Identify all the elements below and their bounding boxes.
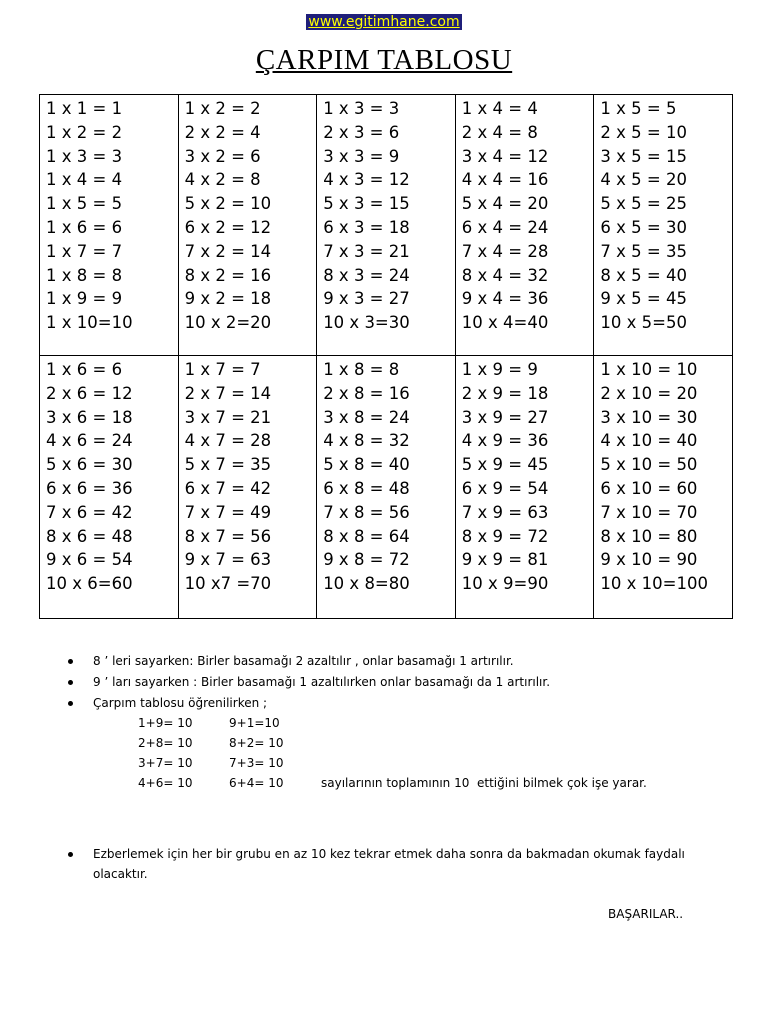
- multiplication-fact: 3 x 10 = 30: [600, 407, 698, 427]
- multiplication-fact: 9 x 6 = 54: [46, 550, 133, 570]
- multiplication-fact: 10 x 9=90: [461, 574, 549, 594]
- multiplication-fact: 4 x 9 = 36: [461, 431, 549, 451]
- multiplication-fact: 8 x 2 = 16: [184, 265, 272, 285]
- multiplication-fact: 6 x 6 = 36: [46, 478, 133, 498]
- multiplication-fact: 8 x 10 = 80: [600, 526, 698, 546]
- multiplication-fact: 6 x 9 = 54: [461, 478, 549, 498]
- table-row: [40, 356, 733, 619]
- multiplication-fact: 2 x 10 = 20: [600, 383, 698, 403]
- table-cell: [178, 356, 317, 619]
- multiplication-fact: 1 x 3 = 3: [323, 99, 400, 118]
- note-tip-learning: Çarpım tablosu öğrenilirken ;: [93, 696, 268, 710]
- multiplication-fact: 10 x 3=30: [323, 313, 410, 333]
- multiplication-fact: 4 x 4 = 16: [461, 170, 549, 190]
- multiplication-fact: 1 x 3 = 3: [46, 146, 123, 166]
- multiplication-fact: 1 x 8 = 8: [323, 360, 400, 379]
- multiplication-fact: 5 x 3 = 15: [323, 194, 410, 214]
- multiplication-fact: 1 x 6 = 6: [46, 217, 123, 237]
- note-memorize-line1: Ezberlemek için her bir grubu en az 10 kez tekrar etmek daha sonra da bakmadan okumak faydalı: [93, 847, 685, 861]
- multiplication-fact: 1 x 9 = 9: [46, 289, 123, 309]
- multiplication-fact: 5 x 5 = 25: [600, 194, 687, 214]
- multiplication-fact: 1 x 4 = 4: [46, 170, 123, 190]
- bullet-icon: [68, 659, 73, 664]
- multiplication-fact: 1 x 7 = 7: [46, 241, 123, 261]
- multiplication-fact: 7 x 7 = 49: [184, 502, 272, 522]
- note-tip-9: 9 ’ ları sayarken : Birler basamağı 1 azaltılırken onlar basamağı da 1 artırılır.: [93, 675, 551, 689]
- multiplication-fact: 3 x 3 = 9: [323, 146, 400, 166]
- multiplication-fact: 3 x 8 = 24: [323, 407, 410, 427]
- note-tip-8: 8 ’ leri sayarken: Birler basamağı 2 azaltılır , onlar basamağı 1 artırılır.: [93, 654, 514, 668]
- multiplication-fact: 3 x 9 = 27: [461, 407, 549, 427]
- pair-left: 4+6= 10: [138, 776, 193, 790]
- multiplication-fact: 6 x 3 = 18: [323, 217, 410, 237]
- multiplication-fact: 7 x 8 = 56: [323, 502, 410, 522]
- multiplication-fact: 4 x 6 = 24: [46, 431, 133, 451]
- multiplication-fact: 9 x 2 = 18: [184, 289, 272, 309]
- multiplication-fact: 2 x 3 = 6: [323, 122, 400, 142]
- multiplication-fact: 8 x 8 = 64: [323, 526, 410, 546]
- multiplication-fact: 8 x 3 = 24: [323, 265, 410, 285]
- multiplication-fact: 8 x 4 = 32: [461, 265, 549, 285]
- multiplication-fact: 1 x 5 = 5: [46, 194, 123, 214]
- multiplication-fact: 9 x 7 = 63: [184, 550, 272, 570]
- multiplication-fact: 4 x 2 = 8: [184, 170, 261, 190]
- multiplication-fact: 8 x 6 = 48: [46, 526, 133, 546]
- multiplication-fact: 2 x 2 = 4: [184, 122, 261, 142]
- multiplication-fact: 7 x 10 = 70: [600, 502, 698, 522]
- multiplication-fact: 1 x 2 = 2: [184, 99, 261, 118]
- multiplication-fact: 5 x 8 = 40: [323, 455, 410, 475]
- bullet-icon: [68, 701, 73, 706]
- multiplication-fact: 2 x 6 = 12: [46, 383, 133, 403]
- pairs-comment: sayılarının toplamının 10 ettiğini bilmek çok işe yarar.: [321, 776, 647, 790]
- multiplication-fact: 2 x 4 = 8: [461, 122, 538, 142]
- multiplication-fact: 2 x 5 = 10: [600, 122, 687, 142]
- multiplication-fact: 3 x 6 = 18: [46, 407, 133, 427]
- multiplication-fact: 4 x 7 = 28: [184, 431, 272, 451]
- multiplication-fact: 7 x 4 = 28: [461, 241, 549, 261]
- multiplication-fact: 7 x 9 = 63: [461, 502, 549, 522]
- multiplication-fact: 4 x 10 = 40: [600, 431, 698, 451]
- table-cell: [178, 95, 317, 356]
- multiplication-fact: 10 x 4=40: [461, 313, 549, 333]
- multiplication-fact: 5 x 6 = 30: [46, 455, 133, 475]
- multiplication-fact: 7 x 6 = 42: [46, 502, 133, 522]
- table-cell: [40, 95, 179, 356]
- multiplication-fact: 1 x 1 = 1: [46, 99, 123, 118]
- multiplication-fact: 7 x 5 = 35: [600, 241, 687, 261]
- table-cell: [594, 95, 733, 356]
- multiplication-fact: 6 x 10 = 60: [600, 478, 698, 498]
- multiplication-fact: 10 x 5=50: [600, 313, 687, 333]
- multiplication-fact: 1 x 9 = 9: [461, 360, 538, 379]
- multiplication-fact: 1 x 10=10: [46, 313, 133, 333]
- multiplication-table: [39, 94, 733, 619]
- multiplication-fact: 10 x7 =70: [184, 574, 272, 594]
- pair-right: 9+1=10: [229, 716, 280, 730]
- table-cell: [317, 95, 456, 356]
- multiplication-fact: 1 x 6 = 6: [46, 360, 123, 379]
- closing-text: BAŞARILAR..: [608, 907, 684, 921]
- pair-left: 2+8= 10: [138, 736, 193, 750]
- multiplication-fact: 2 x 9 = 18: [461, 383, 549, 403]
- multiplication-fact: 10 x 10=100: [600, 574, 708, 594]
- multiplication-fact: 9 x 5 = 45: [600, 289, 687, 309]
- site-link-container: [0, 11, 768, 30]
- multiplication-fact: 2 x 7 = 14: [184, 383, 272, 403]
- multiplication-fact: 7 x 2 = 14: [184, 241, 272, 261]
- multiplication-fact: 3 x 2 = 6: [184, 146, 261, 166]
- multiplication-fact: 10 x 2=20: [184, 313, 272, 333]
- table-cell: [317, 356, 456, 619]
- multiplication-fact: 8 x 5 = 40: [600, 265, 687, 285]
- multiplication-fact: 2 x 8 = 16: [323, 383, 410, 403]
- bullet-icon: [68, 680, 73, 685]
- multiplication-fact: 9 x 8 = 72: [323, 550, 410, 570]
- table-cell: [594, 356, 733, 619]
- multiplication-fact: 8 x 9 = 72: [461, 526, 549, 546]
- multiplication-fact: 10 x 8=80: [323, 574, 410, 594]
- website-link[interactable]: www.egitimhane.com: [308, 14, 460, 30]
- multiplication-fact: 4 x 5 = 20: [600, 170, 687, 190]
- multiplication-fact: 6 x 7 = 42: [184, 478, 272, 498]
- multiplication-fact: 5 x 9 = 45: [461, 455, 549, 475]
- table-row: [40, 95, 733, 356]
- multiplication-fact: 4 x 8 = 32: [323, 431, 410, 451]
- multiplication-fact: 9 x 10 = 90: [600, 550, 698, 570]
- multiplication-fact: 3 x 4 = 12: [461, 146, 549, 166]
- table-cell: [40, 356, 179, 619]
- multiplication-fact: 5 x 4 = 20: [461, 194, 549, 214]
- multiplication-fact: 10 x 6=60: [46, 574, 133, 594]
- multiplication-fact: 6 x 2 = 12: [184, 217, 272, 237]
- multiplication-fact: 1 x 2 = 2: [46, 122, 123, 142]
- multiplication-fact: 9 x 4 = 36: [461, 289, 549, 309]
- pair-left: 3+7= 10: [138, 756, 193, 770]
- pair-right: 8+2= 10: [229, 736, 284, 750]
- pair-left: 1+9= 10: [138, 716, 193, 730]
- table-cell: [455, 356, 594, 619]
- multiplication-fact: 4 x 3 = 12: [323, 170, 410, 190]
- multiplication-fact: 1 x 8 = 8: [46, 265, 123, 285]
- multiplication-fact: 7 x 3 = 21: [323, 241, 410, 261]
- pair-right: 6+4= 10: [229, 776, 284, 790]
- multiplication-fact: 8 x 7 = 56: [184, 526, 272, 546]
- bullet-icon: [68, 852, 73, 857]
- multiplication-fact: 6 x 5 = 30: [600, 217, 687, 237]
- table-cell: [455, 95, 594, 356]
- multiplication-fact: 1 x 10 = 10: [600, 360, 698, 379]
- note-memorize-line2: olacaktır.: [93, 867, 148, 881]
- multiplication-fact: 5 x 10 = 50: [600, 455, 698, 475]
- multiplication-fact: 6 x 4 = 24: [461, 217, 549, 237]
- multiplication-fact: 1 x 7 = 7: [184, 360, 261, 379]
- multiplication-fact: 3 x 5 = 15: [600, 146, 687, 166]
- multiplication-fact: 1 x 5 = 5: [600, 99, 677, 118]
- page-title: ÇARPIM TABLOSU: [255, 44, 513, 76]
- multiplication-fact: 3 x 7 = 21: [184, 407, 272, 427]
- multiplication-fact: 9 x 9 = 81: [461, 550, 549, 570]
- multiplication-fact: 9 x 3 = 27: [323, 289, 410, 309]
- multiplication-fact: 1 x 4 = 4: [461, 99, 538, 118]
- multiplication-fact: 6 x 8 = 48: [323, 478, 410, 498]
- multiplication-fact: 5 x 7 = 35: [184, 455, 272, 475]
- multiplication-fact: 5 x 2 = 10: [184, 194, 272, 214]
- pair-right: 7+3= 10: [229, 756, 284, 770]
